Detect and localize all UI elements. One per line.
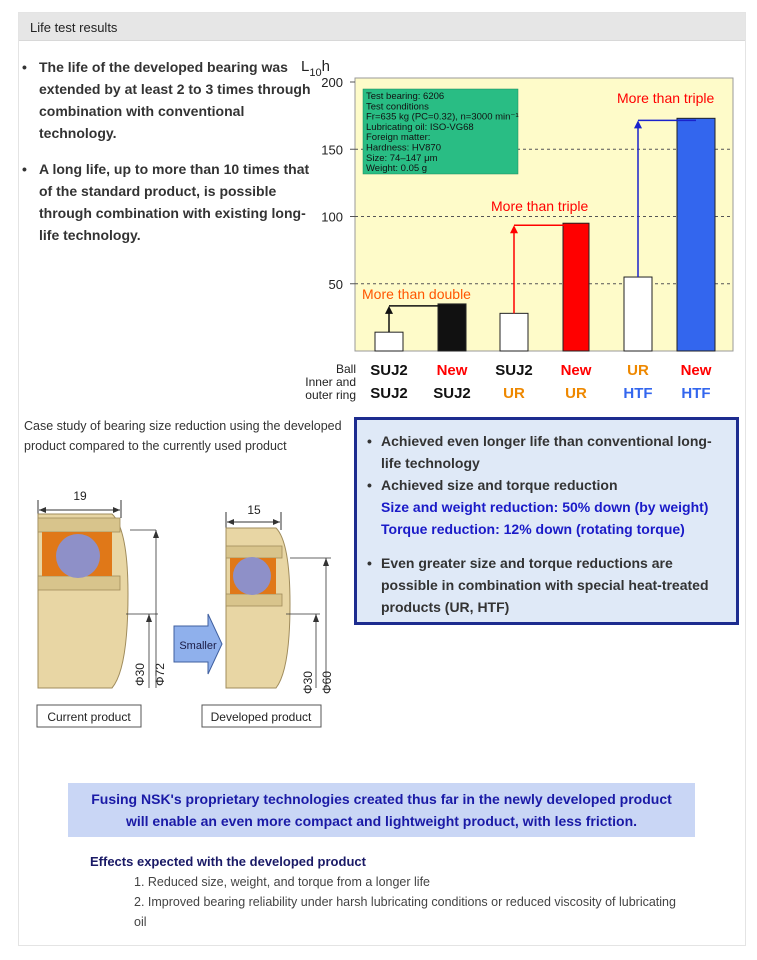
current-outer-dia: Φ72 — [153, 663, 167, 686]
bar-0 — [375, 332, 403, 351]
x-label-ring-3: UR — [565, 385, 587, 402]
effects-item-2: 2. Improved bearing reliability under harsh lubricating conditions or reduced viscosity of lubricating oil — [134, 895, 676, 929]
current-product-label: Current product — [47, 710, 131, 724]
x-label-ball-5: New — [680, 362, 712, 379]
condition-line-1: Test conditions — [366, 101, 429, 113]
y-axis-label: $L_{10}h$ — [301, 58, 330, 79]
annotation-label-1: More than triple — [491, 198, 589, 214]
developed-width-label: 15 — [247, 503, 261, 517]
x-label-ring-5: HTF — [681, 385, 711, 402]
banner-line-1: Fusing NSK's proprietary technologies created thus far in the newly developed product — [91, 791, 672, 807]
ytick-label-200: 200 — [321, 75, 343, 90]
smaller-arrow-label: Smaller — [179, 640, 217, 652]
condition-line-3: Lubricating oil: ISO-VG68 — [366, 121, 474, 133]
current-bearing — [38, 489, 167, 688]
condition-line-5: Hardness: HV870 — [366, 142, 441, 154]
x-label-ring-2: UR — [503, 385, 525, 402]
current-product-label-box — [37, 705, 141, 727]
effects-item-1: 1. Reduced size, weight, and torque from a longer life — [134, 875, 431, 889]
annotation-label-0: More than double — [362, 286, 471, 302]
developed-outer-dia: Φ60 — [320, 671, 334, 694]
x-label-ball-1: New — [436, 362, 468, 379]
condition-line-0: Test bearing: 6206 — [366, 91, 445, 102]
test-conditions-box — [363, 89, 519, 174]
x-label-ball-4: UR — [627, 362, 649, 379]
smaller-arrow — [174, 614, 222, 674]
condition-line-6: Size: 74–147 μm — [366, 152, 438, 164]
bullet-2: • A long life, up to more than 10 times that of the standard product, is possible through combination with existing long-life technology. — [22, 158, 312, 246]
summary-item-3: • Even greater size and torque reductions are possible in combination with special heat-treated products (UR, HTF) — [365, 552, 728, 618]
effects-title: Effects expected with the developed product — [90, 854, 366, 869]
bar-1 — [438, 304, 466, 351]
annotation-label-2: More than triple — [617, 90, 715, 106]
summary-item-1: • Achieved even longer life than conventional long-life technology — [365, 430, 728, 474]
summary-item-2: • Achieved size and torque reduction Size and weight reduction: 50% down (by weight) Torque reduction: 12% down (rotating torque) — [365, 474, 728, 540]
x-label-ring-4: HTF — [623, 385, 653, 402]
row-label-ring-2: outer ring — [305, 388, 356, 402]
effects-section — [90, 850, 690, 932]
bar-4 — [624, 277, 652, 351]
bearing-comparison — [28, 484, 334, 734]
case-study-title: Case study of bearing size reduction using the developed product compared to the currently used product — [24, 419, 342, 453]
row-label-ring-1: Inner and — [305, 375, 356, 389]
current-width-label: 19 — [73, 489, 87, 503]
life-chart — [296, 55, 741, 405]
ytick-label-50: 50 — [328, 276, 343, 292]
bar-5 — [677, 118, 715, 351]
ytick-label-150: 150 — [321, 142, 343, 158]
panel-title: Life test results — [19, 13, 745, 41]
bar-2 — [500, 313, 528, 351]
x-label-ball-2: SUJ2 — [495, 362, 533, 379]
condition-line-2: Fr=635 kg (PC=0.32), n=3000 min⁻¹ — [366, 111, 519, 123]
ytick-label-100: 100 — [321, 209, 343, 225]
x-label-ball-0: SUJ2 — [370, 362, 408, 379]
bullet-1: • The life of the developed bearing was extended by at least 2 to 3 times through combination with conventional technology. — [22, 56, 312, 144]
developed-inner-dia: Φ30 — [301, 671, 315, 694]
fusing-banner — [68, 783, 695, 837]
x-label-ring-0: SUJ2 — [370, 385, 408, 402]
summary-torque-reduction: Torque reduction: 12% down (rotating torque) — [381, 521, 685, 537]
summary-size-reduction: Size and weight reduction: 50% down (by weight) — [381, 499, 709, 515]
x-label-ball-3: New — [560, 362, 592, 379]
row-label-ball: Ball — [335, 362, 356, 376]
bar-3 — [563, 223, 589, 351]
effects-list — [90, 872, 690, 932]
banner-line-2: will enable an even more compact and lightweight product, with less friction. — [125, 813, 638, 829]
condition-line-7: Weight: 0.05 g — [366, 163, 428, 175]
developed-product-label: Developed product — [210, 710, 312, 724]
x-label-ring-1: SUJ2 — [433, 385, 471, 402]
summary-box — [354, 417, 739, 625]
chart-x-labels — [305, 362, 711, 402]
chart-y-ticks — [321, 75, 355, 292]
current-inner-dia: Φ30 — [133, 663, 147, 686]
developed-bearing — [226, 503, 334, 694]
developed-product-label-box — [202, 705, 321, 727]
life-bullets — [22, 56, 312, 260]
condition-line-4: Foreign matter: — [366, 132, 431, 144]
